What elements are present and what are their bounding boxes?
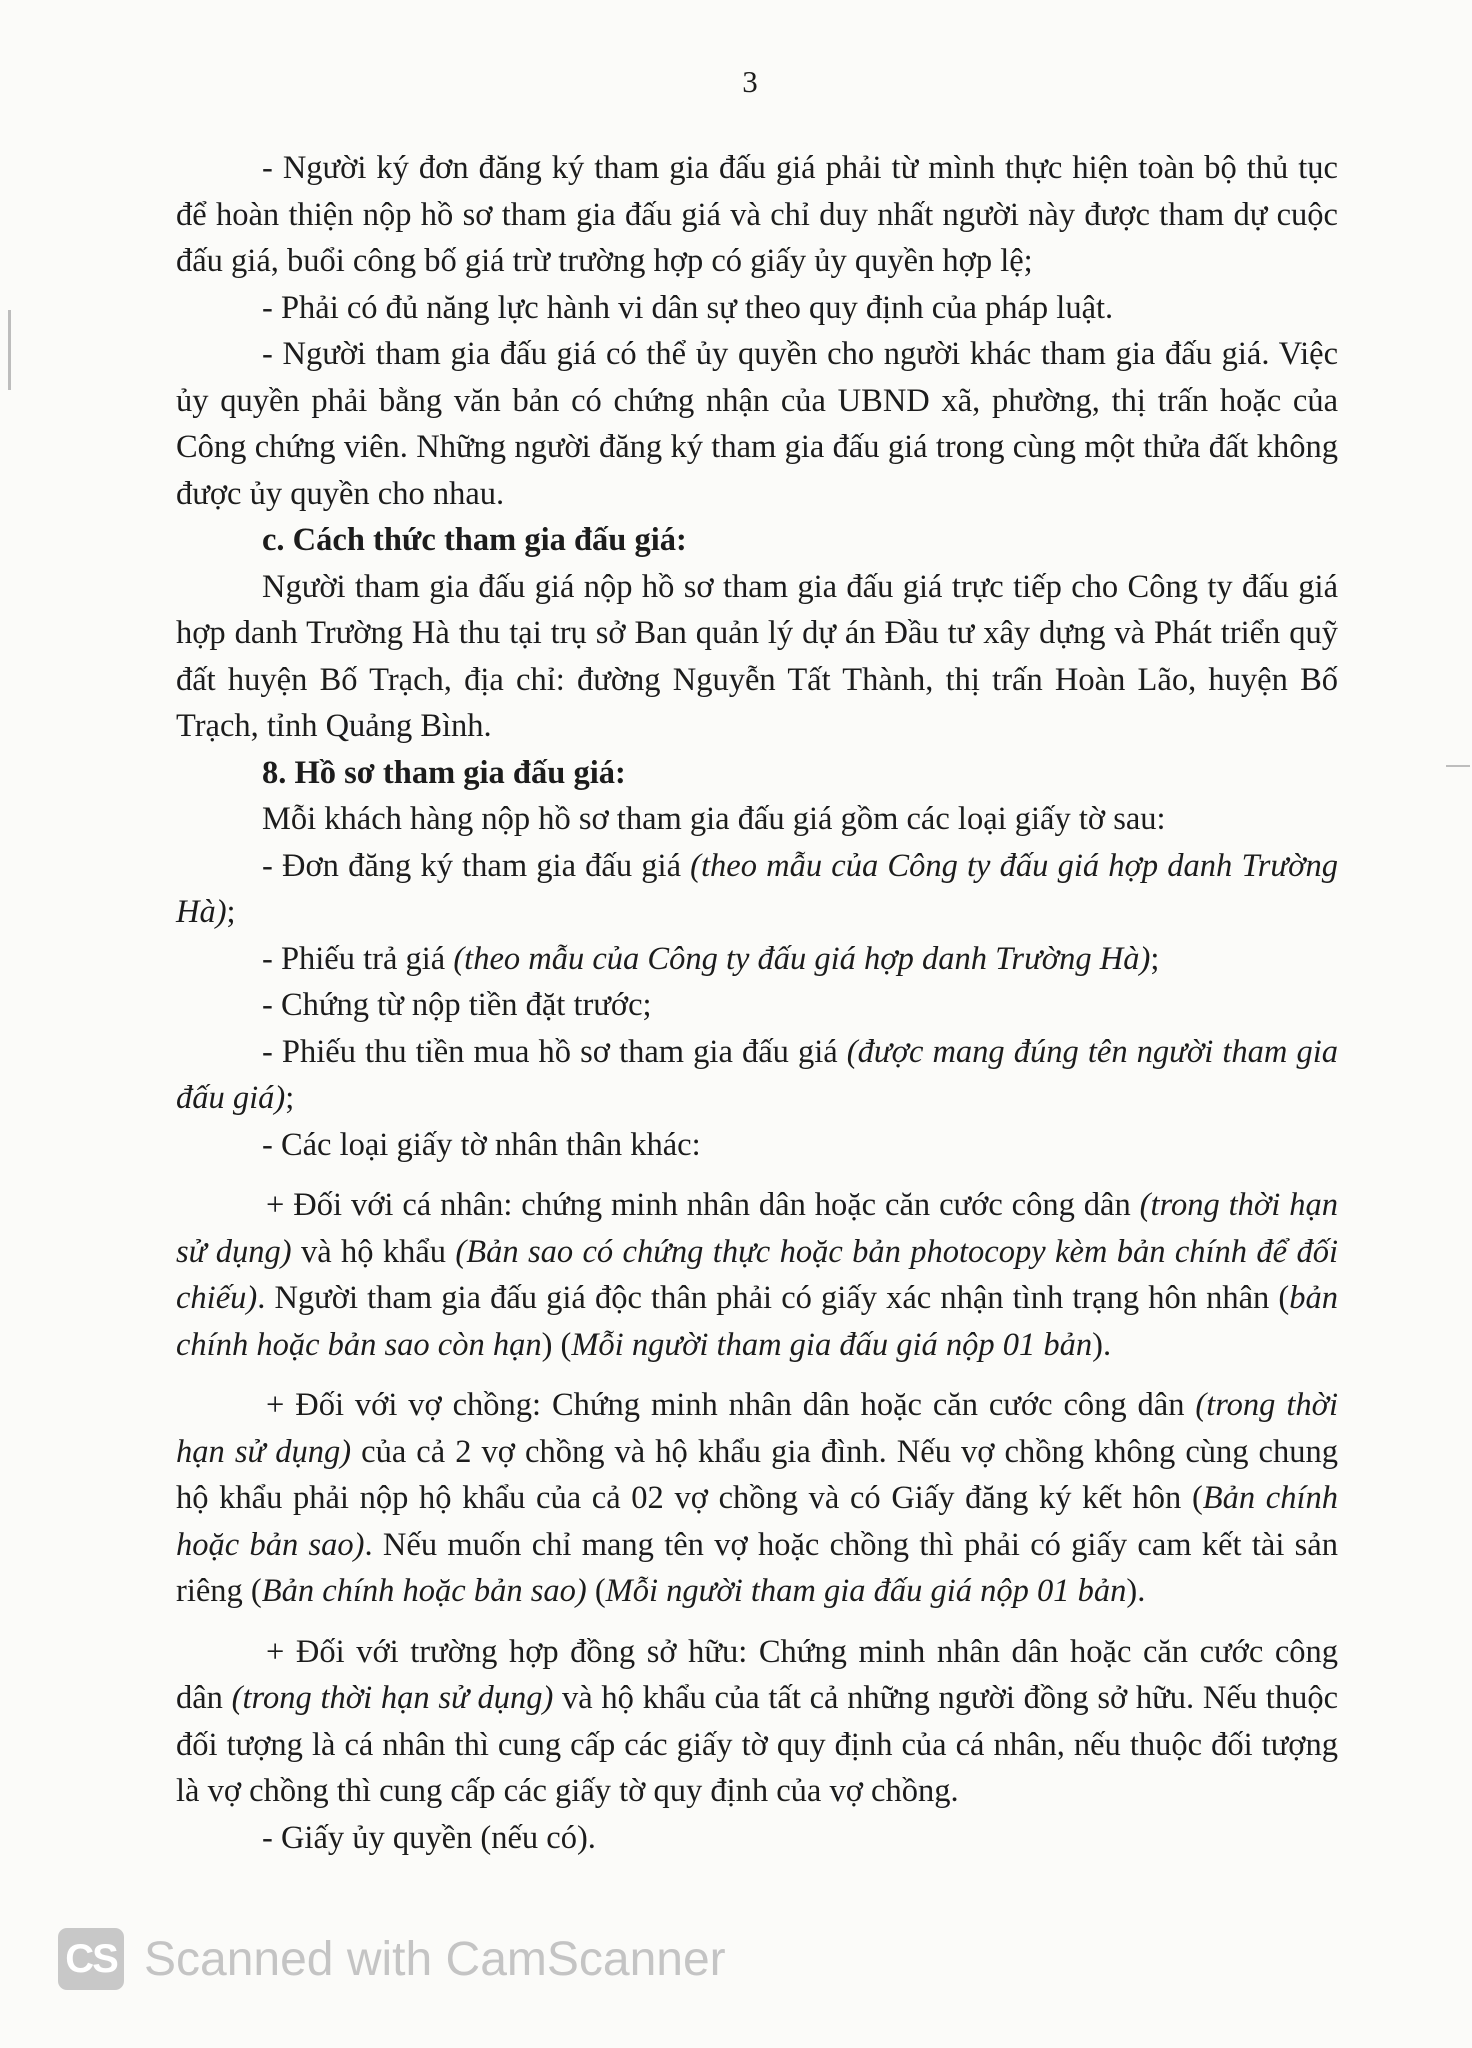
text-segment: ; xyxy=(285,1080,295,1116)
paragraph xyxy=(176,564,1338,750)
text-segment: và hộ khẩu xyxy=(291,1233,456,1270)
text-segment: + Đối với trường hợp đồng sở hữu: Chứng minh nhân dân hoặc căn cước công dân xyxy=(176,1633,1338,1716)
text-segment: Mỗi khách hàng nộp hồ sơ tham gia đấu giá gồm các loại giấy tờ sau: xyxy=(262,801,1166,837)
paragraph xyxy=(176,1122,1338,1169)
text-segment: - Giấy ủy quyền (nếu có). xyxy=(262,1819,596,1856)
section-heading xyxy=(176,517,1338,564)
italic-text: Mỗi người tham gia đấu giá nộp 01 bản xyxy=(571,1326,1093,1363)
page-number: 3 xyxy=(742,64,758,99)
text-segment: ). xyxy=(1126,1573,1146,1609)
camscanner-watermark xyxy=(58,1928,726,1990)
text-segment: của cả 2 vợ chồng và hộ khẩu gia đình. Nếu vợ chồng không cùng chung hộ khẩu phải nộp hộ khẩu của cả 02 vợ chồng và có Giấy đăng ký kết hôn ( xyxy=(176,1433,1338,1516)
paragraph xyxy=(176,982,1338,1029)
text-segment: - Đơn đăng ký tham gia đấu giá xyxy=(262,847,691,884)
scan-edge-mark xyxy=(8,310,11,390)
paragraph xyxy=(176,843,1338,936)
italic-text: (được mang đúng tên người tham gia đấu giá) xyxy=(176,1033,1338,1116)
text-segment: c. Cách thức tham gia đấu giá: xyxy=(262,522,687,558)
document-body xyxy=(176,145,1338,1861)
camscanner-text: Scanned with CamScanner xyxy=(144,1932,726,1986)
italic-text: (theo mẫu của Công ty đấu giá hợp danh Trường Hà) xyxy=(453,940,1151,977)
text-segment: - Người tham gia đấu giá có thể ủy quyền cho người khác tham gia đấu giá. Việc ủy quyền phải bằng văn bản có chứng nhận của UBND xã, phường, thị trấn hoặc của Công chứng viên. Những người đăng ký tham gia đấu giá trong cùng một thửa đất không được ủy quyền cho nhau. xyxy=(176,336,1338,512)
text-segment: ; xyxy=(226,894,236,930)
paragraph xyxy=(176,285,1338,332)
text-segment: ; xyxy=(1150,940,1160,977)
paragraph xyxy=(176,1629,1338,1815)
italic-text: Mỗi người tham gia đấu giá nộp 01 bản xyxy=(605,1573,1127,1609)
italic-text: (trong thời hạn sử dụng) xyxy=(176,1387,1339,1470)
italic-text: (trong thời hạn sử dụng) xyxy=(176,1187,1339,1270)
paragraph xyxy=(176,1382,1338,1615)
section-heading xyxy=(176,750,1338,797)
italic-text: (Bản sao có chứng thực hoặc bản photocopy kèm bản chính để đối chiếu) xyxy=(176,1233,1338,1316)
text-segment: - Các loại giấy tờ nhân thân khác: xyxy=(262,1126,701,1163)
paragraph xyxy=(176,1815,1338,1862)
text-segment: - Phiếu thu tiền mua hồ sơ tham gia đấu giá xyxy=(262,1033,847,1070)
italic-text: Bản chính hoặc bản sao) xyxy=(176,1480,1339,1563)
paragraph xyxy=(176,1182,1338,1368)
text-segment: và hộ khẩu của tất cả những người đồng sở hữu. Nếu thuộc đối tượng là cá nhân thì cung cấp các giấy tờ quy định của cá nhân, nếu thuộc đối tượng là vợ chồng thì cung cấp các giấy tờ quy định của vợ chồng. xyxy=(176,1680,1338,1809)
text-segment: Người tham gia đấu giá nộp hồ sơ tham gia đấu giá trực tiếp cho Công ty đấu giá hợp danh Trường Hà thu tại trụ sở Ban quản lý dự án Đầu tư xây dựng và Phát triển quỹ đất huyện Bố Trạch, địa chỉ: đường Nguyễn Tất Thành, thị trấn Hoàn Lão, huyện Bố Trạch, tỉnh Quảng Bình. xyxy=(176,568,1338,744)
text-segment: . Nếu muốn chỉ mang tên vợ hoặc chồng thì phải có giấy cam kết tài sản riêng ( xyxy=(176,1526,1338,1609)
text-segment: ). xyxy=(1092,1326,1112,1363)
paragraph xyxy=(176,936,1338,983)
paragraph xyxy=(176,1029,1338,1122)
text-segment: - Phiếu trả giá xyxy=(262,940,454,977)
italic-text: bản chính hoặc bản sao còn hạn xyxy=(176,1280,1338,1363)
text-segment: + Đối với cá nhân: chứng minh nhân dân hoặc căn cước công dân xyxy=(266,1187,1140,1223)
text-segment: . Người tham gia đấu giá độc thân phải có giấy xác nhận tình trạng hôn nhân ( xyxy=(257,1280,1290,1316)
paragraph xyxy=(176,796,1338,843)
paragraph xyxy=(176,331,1338,517)
italic-text: (trong thời hạn sử dụng) xyxy=(231,1680,554,1716)
paragraph xyxy=(176,145,1338,285)
italic-text: (theo mẫu của Công ty đấu giá hợp danh Trường Hà) xyxy=(176,847,1338,930)
italic-text: Bản chính hoặc bản sao) xyxy=(261,1573,587,1609)
scan-edge-mark xyxy=(1446,765,1470,767)
text-segment: - Phải có đủ năng lực hành vi dân sự theo quy định của pháp luật. xyxy=(262,289,1114,326)
text-segment: - Người ký đơn đăng ký tham gia đấu giá phải từ mình thực hiện toàn bộ thủ tục để hoàn thiện nộp hồ sơ tham gia đấu giá và chỉ duy nhất người này được tham dự cuộc đấu giá, buổi công bố giá trừ trường hợp có giấy ủy quyền hợp lệ; xyxy=(176,150,1338,279)
text-segment: + Đối với vợ chồng: Chứng minh nhân dân hoặc căn cước công dân xyxy=(266,1387,1196,1423)
camscanner-logo-icon: CS xyxy=(58,1928,124,1990)
text-segment: ) ( xyxy=(541,1326,572,1363)
text-segment: 8. Hồ sơ tham gia đấu giá: xyxy=(262,754,626,791)
text-segment: - Chứng từ nộp tiền đặt trước; xyxy=(262,987,652,1023)
text-segment: ( xyxy=(586,1573,606,1609)
